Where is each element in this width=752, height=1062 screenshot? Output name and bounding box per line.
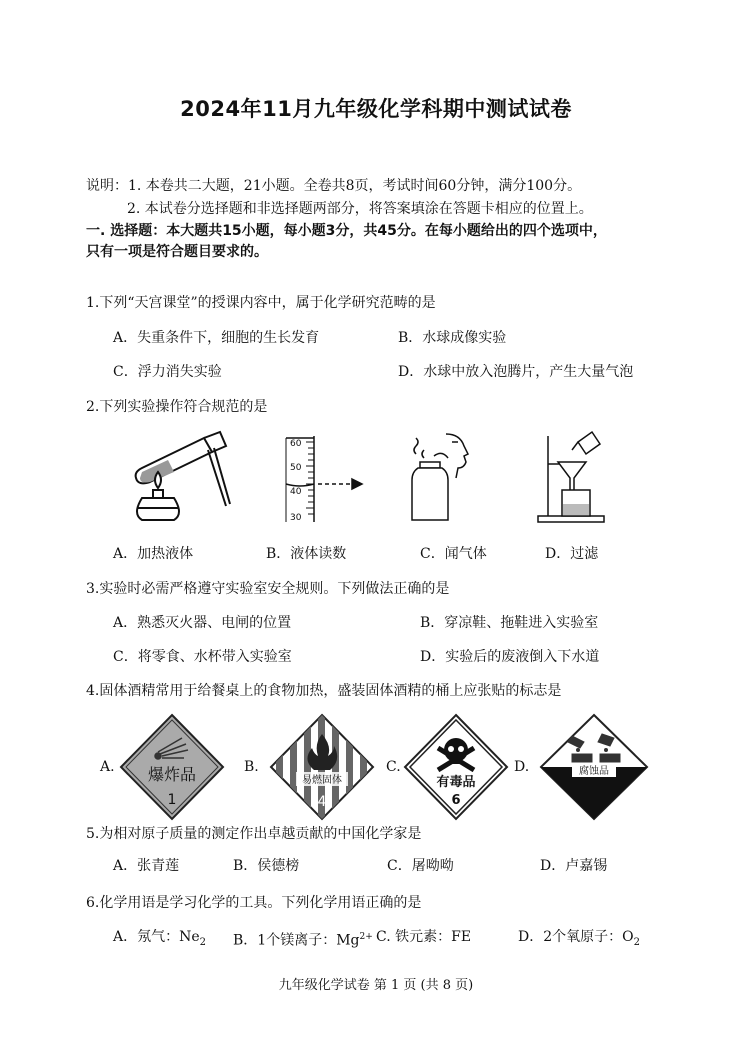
question-4-option-a: A.: [100, 759, 115, 775]
question-3-option-d: D．实验后的废液倒入下水道: [420, 649, 600, 665]
question-6-stem: 6.化学用语是学习化学的工具。下列化学用语正确的是: [86, 895, 422, 911]
section-1-heading: 一. 选择题：本大题共15小题，每小题3分，共45分。在每小题给出的四个选项中，: [86, 223, 607, 239]
explosive-label: 爆炸品: [147, 765, 197, 784]
heating-liquid-figure: [128, 428, 238, 528]
toxic-number: 6: [451, 793, 461, 808]
question-4-option-c: C.: [386, 759, 401, 775]
question-6-option-b: B．1个镁离子：$Mg^{2+}$: [233, 932, 373, 949]
cylinder-tick-50: 50: [290, 463, 302, 473]
question-1-option-a: A．失重条件下，细胞的生长发育: [113, 330, 320, 346]
question-5-option-b: B．侯德榜: [233, 858, 300, 874]
question-1-option-d: D．水球中放入泡腾片，产生大量气泡: [398, 364, 634, 380]
flammable-solid-number: 4: [317, 794, 327, 810]
question-3-option-b: B．穿凉鞋、拖鞋进入实验室: [420, 615, 599, 631]
toxic-sign: [402, 712, 510, 822]
graduated-cylinder-figure: [272, 432, 372, 524]
filtration-figure: [536, 428, 612, 524]
question-2-option-c: C．闻气体: [420, 546, 487, 562]
question-2-option-b: B．液体读数: [266, 546, 347, 562]
instructions-line-1: 说明：1. 本卷共二大题，21小题。全卷共8页，考试时间60分钟，满分100分。: [86, 178, 582, 194]
smelling-gas-figure: [402, 428, 482, 524]
toxic-label: 有毒品: [436, 775, 476, 790]
question-3-option-c: C．将零食、水杯带入实验室: [113, 649, 292, 665]
page-title: 2024年11月九年级化学科期中测试试卷: [180, 97, 572, 121]
flammable-solid-sign: [268, 712, 376, 822]
corrosive-sign: [538, 712, 650, 822]
question-3-stem: 3.实验时必需严格遵守实验室安全规则。下列做法正确的是: [86, 581, 450, 597]
question-5-stem: 5.为相对原子质量的测定作出卓越贡献的中国化学家是: [86, 826, 422, 842]
question-4-option-b: B.: [244, 759, 259, 775]
flammable-solid-label: 易燃固体: [302, 775, 342, 786]
question-6-option-a: A．氖气：$Ne_2$: [113, 929, 207, 948]
question-2-option-a: A．加热液体: [113, 546, 194, 562]
question-4-stem: 4.固体酒精常用于给餐桌上的食物加热，盛装固体酒精的桶上应张贴的标志是: [86, 683, 562, 699]
page-footer: 九年级化学试卷 第 1 页 (共 8 页): [278, 978, 474, 993]
question-5-option-d: D．卢嘉锡: [540, 858, 608, 874]
question-6-option-c: C. 铁元素：FE: [376, 929, 472, 945]
explosive-sign: [118, 712, 226, 822]
cylinder-tick-40: 40: [290, 487, 302, 497]
corrosive-label: 腐蚀品: [579, 766, 609, 777]
question-5-option-c: C．屠呦呦: [387, 858, 454, 874]
question-1-option-b: B．水球成像实验: [398, 330, 507, 346]
question-1-option-c: C．浮力消失实验: [113, 364, 222, 380]
question-1-stem: 1.下列“天宫课堂”的授课内容中，属于化学研究范畴的是: [86, 295, 436, 311]
cylinder-tick-30: 30: [290, 513, 302, 523]
question-6-option-d: D．2个氧原子：$O_2$: [518, 929, 640, 948]
question-3-option-a: A．熟悉灭火器、电闸的位置: [113, 615, 292, 631]
section-1-heading-cont: 只有一项是符合题目要求的。: [86, 244, 268, 260]
question-4-option-d: D.: [514, 759, 530, 775]
instructions-line-2: 2. 本试卷分选择题和非选择题两部分，将答案填涂在答题卡相应的位置上。: [127, 201, 593, 217]
cylinder-tick-60: 60: [290, 439, 302, 449]
explosive-number: 1: [167, 792, 177, 808]
question-2-option-d: D．过滤: [545, 546, 599, 562]
question-2-stem: 2.下列实验操作符合规范的是: [86, 399, 268, 415]
question-5-option-a: A．张青莲: [113, 858, 180, 874]
